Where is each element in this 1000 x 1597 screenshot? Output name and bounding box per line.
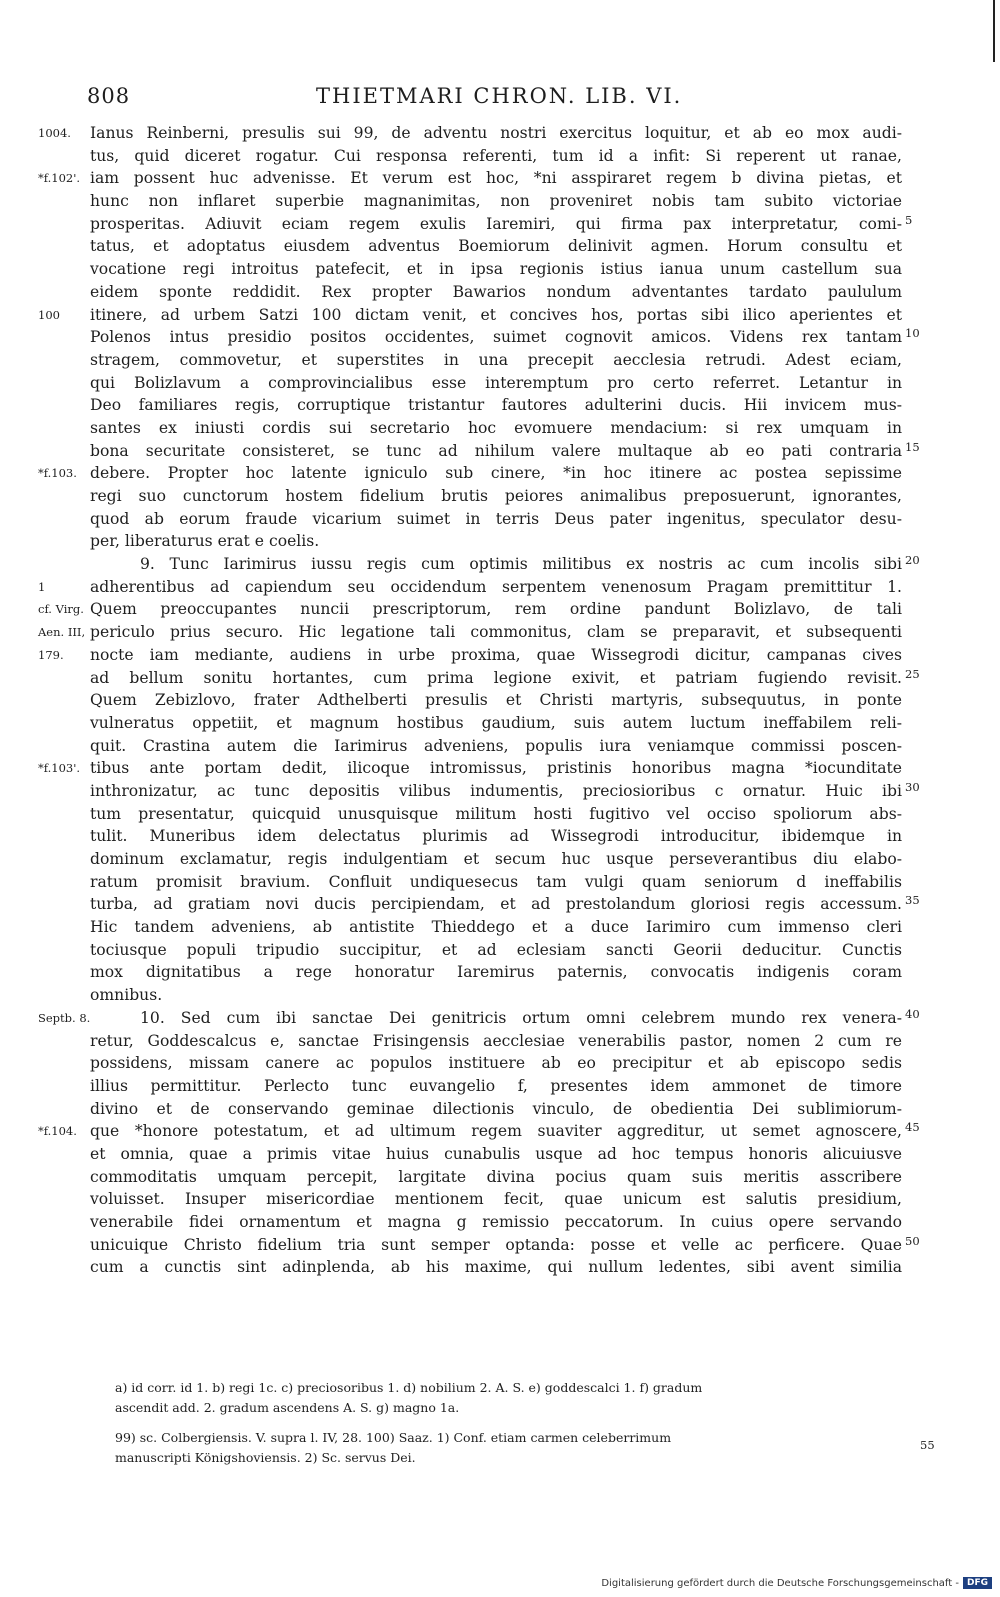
line-text: Ianus Reinberni, presulis sui 99, de adventu nostri exercitus loquitur, et ab eo mox audi- bbox=[90, 124, 902, 142]
line-text: Deo familiares regis, corruptique tristantur fautores adulterini ducis. Hii invicem mus- bbox=[90, 396, 902, 415]
text-line bbox=[0, 667, 1000, 690]
line-number: 50 bbox=[905, 1233, 920, 1248]
line-number: 25 bbox=[905, 666, 920, 681]
text-line bbox=[0, 1256, 1000, 1279]
text-line bbox=[0, 122, 1000, 145]
text-line bbox=[0, 213, 1000, 236]
text-line bbox=[0, 394, 1000, 417]
line-number: 15 bbox=[905, 439, 920, 454]
footnotes bbox=[115, 1378, 915, 1468]
text-line bbox=[0, 961, 1000, 984]
historical-note-line: 99) sc. Colbergiensis. V. supra l. IV, 28. 100) Saaz. 1) Conf. etiam carmen celeberrimum bbox=[115, 1430, 672, 1445]
text-line bbox=[0, 530, 1000, 553]
line-text: tatus, et adoptatus eiusdem adventus Boemiorum delinivit agmen. Horum consultu et bbox=[90, 237, 902, 256]
line-text: commoditatis umquam percepit, largitate divina pocius quam suis meritis asscribere bbox=[90, 1167, 902, 1186]
text-line bbox=[0, 757, 1000, 780]
scan-edge-rule bbox=[993, 0, 995, 62]
line-text: ad bellum sonitu hortantes, cum prima legione exivit, et patriam fugiendo revisit. bbox=[90, 668, 902, 687]
text-line bbox=[0, 1007, 1000, 1030]
line-text: turba, ad gratiam novi ducis percipiendam, et ad prestolandum gloriosi regis accessum. bbox=[90, 895, 902, 914]
line-text: debere. Propter hoc latente igniculo sub cinere, *in hoc itinere ac postea sepissime bbox=[90, 464, 902, 483]
margin-note: 179. bbox=[38, 647, 64, 662]
line-text: periculo prius securo. Hic legatione tali commonitus, clam se preparavit, et subsequenti bbox=[90, 623, 902, 642]
line-text: et omnia, quae a primis vitae huius cunabulis usque ad hoc tempus honoris alicuiusve bbox=[90, 1144, 902, 1163]
page-header bbox=[0, 84, 1000, 114]
footer-text: Digitalisierung gefördert durch die Deutsche Forschungsgemeinschaft - bbox=[601, 1577, 959, 1589]
line-text: quod ab eorum fraude vicarium suimet in terris Deus pater ingenitus, speculator desu- bbox=[90, 509, 902, 528]
text-line bbox=[0, 235, 1000, 258]
text-line bbox=[0, 349, 1000, 372]
line-text: dominum exclamatur, regis indulgentiam et secum huc usque perseverantibus diu elabo- bbox=[90, 850, 902, 868]
text-line bbox=[0, 644, 1000, 667]
line-text: 9. Tunc Iarimirus iussu regis cum optimis militibus ex nostris ac cum incolis sibi bbox=[140, 555, 902, 574]
line-text: tum presentatur, quicquid unusquisque militum hosti fugitivo vel occiso spoliorum abs- bbox=[90, 804, 902, 823]
body-text bbox=[0, 122, 1000, 1279]
text-line bbox=[0, 1030, 1000, 1053]
running-title: THIETMARI CHRON. LIB. VI. bbox=[316, 84, 683, 108]
line-number: 20 bbox=[905, 553, 920, 568]
line-number: 30 bbox=[905, 779, 920, 794]
text-line bbox=[0, 984, 1000, 1007]
line-text: itinere, ad urbem Satzi 100 dictam venit, et concives hos, portas sibi ilico aperientes et bbox=[90, 305, 902, 324]
text-line bbox=[0, 848, 1000, 871]
critical-apparatus-line: a) id corr. id 1. b) regi 1c. c) preciosoribus 1. d) nobilium 2. A. S. e) goddescalci 1. f) gradum bbox=[115, 1380, 703, 1395]
text-line bbox=[0, 689, 1000, 712]
text-line bbox=[0, 304, 1000, 327]
line-text: regi suo cunctorum hostem fidelium brutis peiores animalibus preposuerunt, ignorantes, bbox=[90, 487, 902, 505]
historical-note-line: manuscripti Königshoviensis. 2) Sc. servus Dei. bbox=[115, 1450, 416, 1465]
line-text: iam possent huc advenisse. Et verum est hoc, *ni asspiraret regem b divina pietas, et bbox=[90, 169, 902, 188]
margin-note: 1004. bbox=[38, 126, 71, 140]
line-number: 45 bbox=[905, 1120, 920, 1135]
text-line bbox=[0, 735, 1000, 758]
text-line bbox=[0, 576, 1000, 599]
line-number: 55 bbox=[920, 1438, 935, 1452]
line-text: vulneratus oppetiit, et magnum hostibus gaudium, suis autem luctum ineffabilem reli- bbox=[90, 713, 902, 732]
line-text: inthronizatur, ac tunc depositis vilibus indumentis, preciosioribus c ornatur. Huic ibi bbox=[90, 781, 902, 800]
line-text: vocatione regi introitus patefecit, et in ipsa regionis istius ianua unum castellum sua bbox=[90, 260, 902, 279]
text-line bbox=[0, 1188, 1000, 1211]
critical-apparatus-line: ascendit add. 2. gradum ascendens A. S. g) magno 1a. bbox=[115, 1400, 460, 1415]
line-text: unicuique Christo fidelium tria sunt semper optanda: posse et velle ac perficere. Quae bbox=[90, 1235, 902, 1254]
text-line bbox=[0, 145, 1000, 168]
page-number: 808 bbox=[87, 84, 131, 108]
text-line bbox=[0, 1166, 1000, 1189]
line-text: omnibus. bbox=[90, 986, 163, 1005]
text-line bbox=[0, 621, 1000, 644]
margin-note: cf. Virg. bbox=[38, 602, 84, 617]
line-text: tibus ante portam dedit, ilicoque intromissus, pristinis honoribus magna *iocunditate bbox=[90, 759, 902, 778]
line-text: possidens, missam canere ac populos instituere ab eo precipitur et ab episcopo sedis bbox=[90, 1054, 902, 1073]
line-text: per, liberaturus erat e coelis. bbox=[90, 532, 320, 551]
margin-note: *f.102'. bbox=[38, 171, 81, 186]
text-line bbox=[0, 871, 1000, 894]
margin-note: 100 bbox=[38, 307, 60, 322]
text-line bbox=[0, 916, 1000, 939]
line-text: divino et de conservando geminae dilectionis vinculo, de obedientia Dei sublimiorum- bbox=[90, 1099, 902, 1118]
text-line bbox=[0, 1234, 1000, 1257]
line-text: Quem Zebizlovo, frater Adthelberti presulis et Christi martyris, subsequutus, in ponte bbox=[90, 691, 902, 710]
line-text: illius permittitur. Perlecto tunc euvangelio f, presentes idem ammonet de timore bbox=[90, 1076, 902, 1095]
margin-note: Aen. III, bbox=[38, 625, 86, 640]
line-text: retur, Goddescalcus e, sanctae Frisingensis aecclesiae venerabilis pastor, nomen 2 cum re bbox=[90, 1031, 902, 1050]
line-text: eidem sponte reddidit. Rex propter Bawarios nondum adventantes tardato paululum bbox=[90, 282, 902, 301]
text-line bbox=[0, 508, 1000, 531]
line-number: 5 bbox=[905, 212, 913, 227]
line-text: tociusque populi tripudio succipitur, et ad eclesiam sancti Georii deducitur. Cunctis bbox=[90, 940, 902, 959]
line-text: mox dignitatibus a rege honoratur Iaremirus paternis, convocatis indigenis coram bbox=[90, 963, 902, 982]
text-line bbox=[0, 462, 1000, 485]
line-text: Hic tandem adveniens, ab antistite Thieddego et a duce Iarimiro cum immenso cleri bbox=[90, 918, 902, 937]
text-line bbox=[0, 939, 1000, 962]
line-text: nocte iam mediante, audiens in urbe proxima, quae Wissegrodi dicitur, campanas cives bbox=[90, 645, 902, 664]
line-text: venerabile fidei ornamentum et magna g remissio peccatorum. In cuius opere servando bbox=[90, 1213, 902, 1231]
line-text: bona securitate consisteret, se tunc ad nihilum valere multaque ab eo pati contraria bbox=[90, 441, 902, 460]
text-line bbox=[0, 893, 1000, 916]
line-number: 40 bbox=[905, 1006, 920, 1021]
line-text: tulit. Muneribus idem delectatus plurimis ad Wissegrodi introducitur, ibidemque in bbox=[90, 827, 902, 846]
text-line bbox=[0, 417, 1000, 440]
footer bbox=[601, 1577, 992, 1589]
line-text: hunc non inflaret superbie magnanimitas, non proveniret nobis tam subito victoriae bbox=[90, 192, 902, 211]
text-line bbox=[0, 1075, 1000, 1098]
text-line bbox=[0, 440, 1000, 463]
line-text: ratum promisit bravium. Confluit undiquesecus tam vulgi quam seniorum d ineffabilis bbox=[90, 872, 902, 891]
line-text: 10. Sed cum ibi sanctae Dei genitricis ortum omni celebrem mundo rex venera- bbox=[140, 1008, 902, 1027]
line-text: qui Bolizlavum a comprovincialibus esse interemptum pro certo referret. Letantur in bbox=[90, 373, 902, 392]
text-line bbox=[0, 712, 1000, 735]
line-text: cum a cunctis sint adinplenda, ab his maxime, qui nullum ledentes, sibi avent similia bbox=[90, 1258, 902, 1277]
margin-note: *f.104. bbox=[38, 1124, 77, 1139]
text-line bbox=[0, 803, 1000, 826]
margin-note: *f.103. bbox=[38, 466, 77, 481]
text-line bbox=[0, 190, 1000, 213]
line-text: Quem preoccupantes nuncii prescriptorum, rem ordine pandunt Bolizlavo, de tali bbox=[90, 600, 902, 619]
line-text: voluisset. Insuper misericordiae mentionem fecit, quae unicum est salutis presidium, bbox=[90, 1190, 902, 1209]
text-line bbox=[0, 553, 1000, 576]
margin-note: Septb. 8. bbox=[38, 1010, 91, 1025]
text-line bbox=[0, 598, 1000, 621]
text-line bbox=[0, 1211, 1000, 1234]
text-line bbox=[0, 1120, 1000, 1143]
line-text: quit. Crastina autem die Iarimirus adveniens, populis iura veniamque commissi poscen- bbox=[90, 736, 902, 755]
text-line bbox=[0, 825, 1000, 848]
text-line bbox=[0, 1143, 1000, 1166]
line-text: Polenos intus presidio positos occidentes, suimet cognovit amicos. Videns rex tantam bbox=[90, 328, 902, 347]
text-line bbox=[0, 1098, 1000, 1121]
text-line bbox=[0, 780, 1000, 803]
text-line bbox=[0, 485, 1000, 508]
line-number: 10 bbox=[905, 326, 920, 341]
text-line bbox=[0, 372, 1000, 395]
line-number: 35 bbox=[905, 893, 920, 908]
dfg-logo: DFG bbox=[963, 1577, 992, 1589]
text-line bbox=[0, 258, 1000, 281]
margin-note: *f.103'. bbox=[38, 761, 81, 776]
line-text: stragem, commovetur, et superstites in una precepit aecclesia retrudi. Adest eciam, bbox=[90, 350, 902, 369]
line-text: tus, quid diceret rogatur. Cui responsa referenti, tum id a infit: Si reperent ut ranae, bbox=[90, 146, 902, 165]
line-text: santes ex iniusti cordis sui secretario hoc evomuere mendacium: si rex umquam in bbox=[90, 418, 902, 437]
text-line bbox=[0, 1052, 1000, 1075]
line-text: adherentibus ad capiendum seu occidendum serpentem venenosum Pragam premittitur 1. bbox=[90, 577, 902, 596]
line-text: que *honore potestatum, et ad ultimum regem suaviter aggreditur, ut semet agnoscere, bbox=[90, 1122, 902, 1141]
margin-note: 1 bbox=[38, 579, 46, 594]
text-line bbox=[0, 281, 1000, 304]
line-text: prosperitas. Adiuvit eciam regem exulis Iaremiri, qui firma pax interpretatur, comi- bbox=[90, 214, 902, 233]
text-line bbox=[0, 326, 1000, 349]
text-line bbox=[0, 167, 1000, 190]
